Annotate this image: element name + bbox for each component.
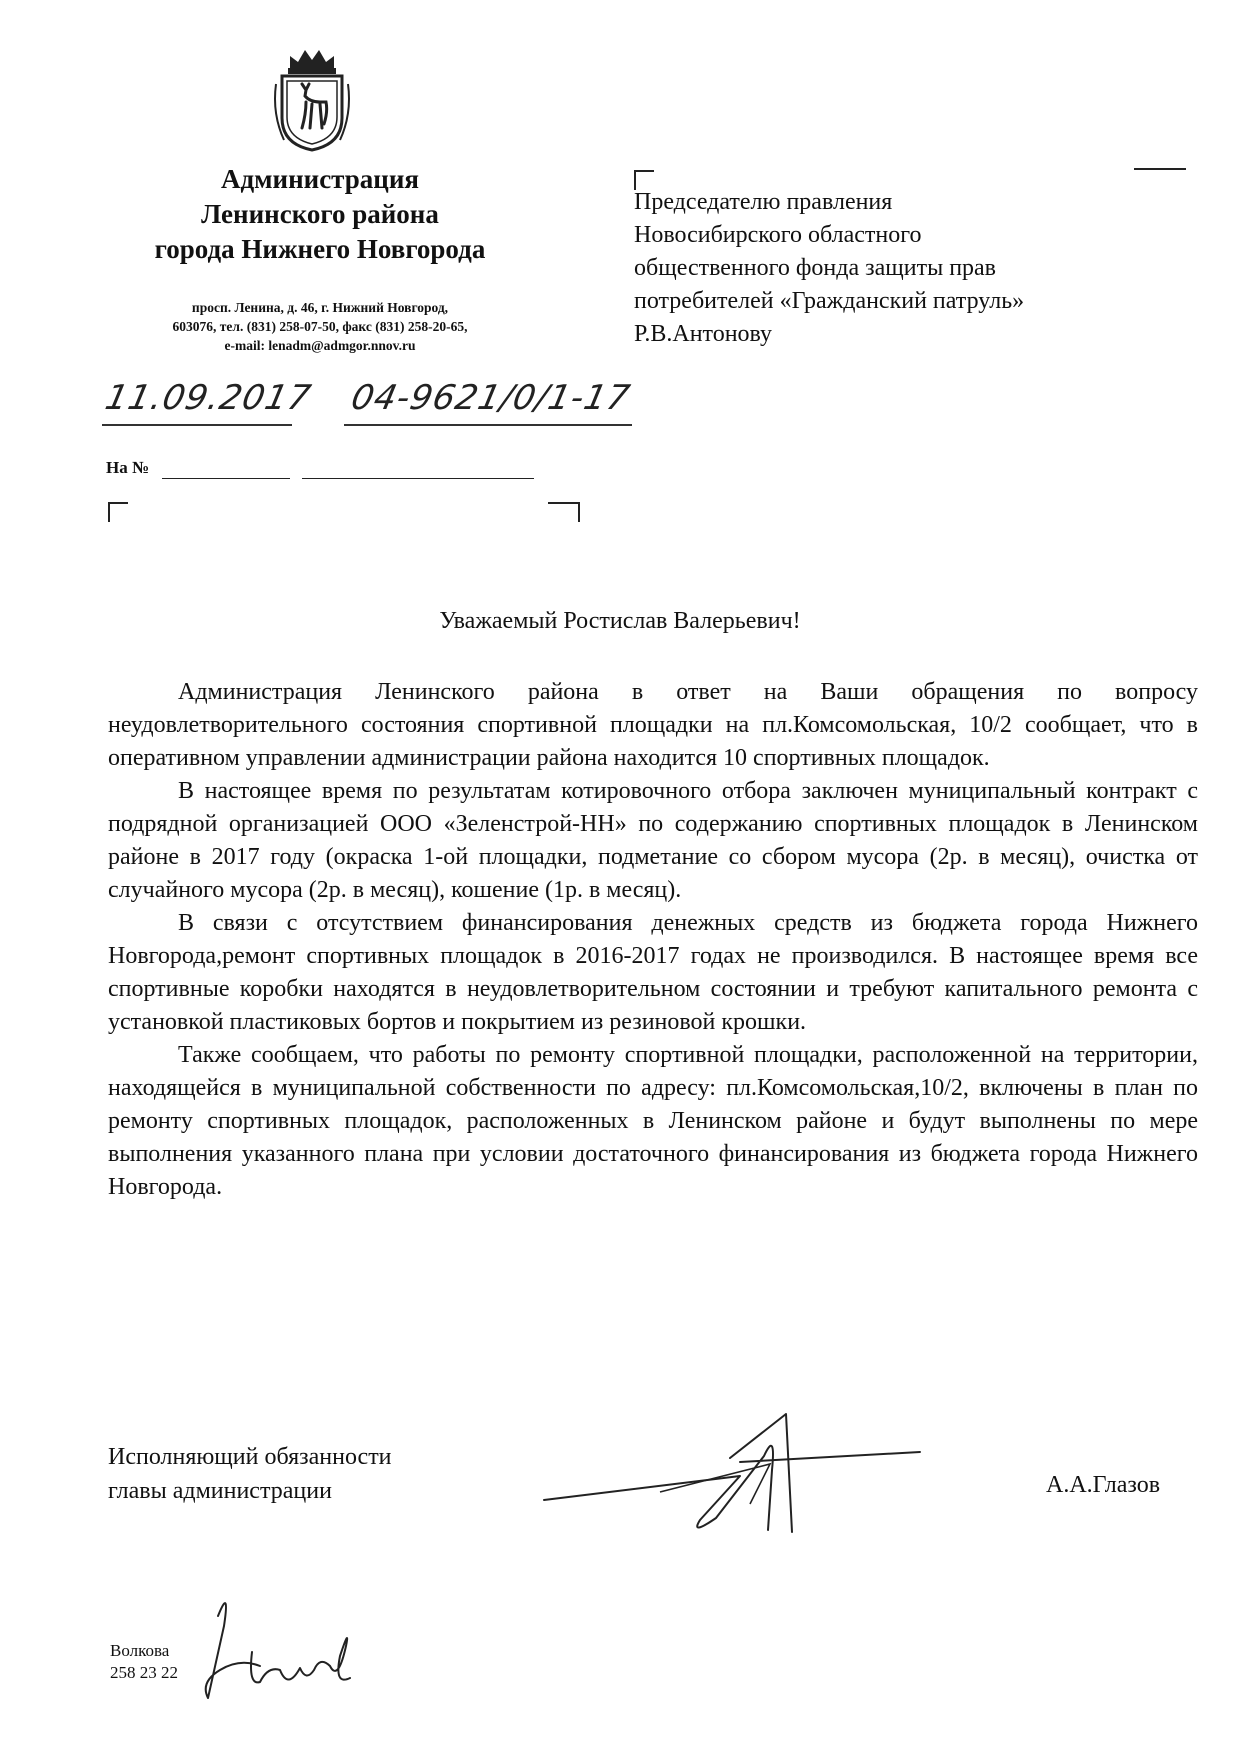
executor-initials-signature xyxy=(190,1586,390,1706)
signatory-position xyxy=(108,1440,392,1508)
org-line: Ленинского района xyxy=(201,199,439,229)
registration-number-line xyxy=(344,424,632,426)
executor-info xyxy=(110,1640,178,1684)
addressee-line: Новосибирского областного xyxy=(634,222,922,248)
addressee-line: Председателю правления xyxy=(634,189,893,215)
body-paragraph: Также сообщаем, что работы по ремонту спортивной площадки, расположенной на территории, находящейся в муниципальной собственности по адресу: пл.Комсомольская,10/2, включены в план по ремонту спортивных площадок, расположенных в Ленинском районе и будут выполнены по мере выполнения указанного плана при условии достаточного финансирования из бюджета города Нижнего Новгорода. xyxy=(108,1042,1198,1200)
position-line: главы администрации xyxy=(108,1478,332,1504)
executor-phone: 258 23 22 xyxy=(110,1663,178,1682)
addressee-line: потребителей «Гражданский патруль» xyxy=(634,288,1025,314)
organization-name xyxy=(90,162,550,267)
reference-date-line xyxy=(302,478,534,479)
coat-of-arms-icon xyxy=(272,44,352,154)
addressee-block xyxy=(634,186,1194,351)
corner-bracket-left xyxy=(108,502,128,522)
addressee-line: общественного фонда защиты прав xyxy=(634,255,997,281)
salutation: Уважаемый Ростислав Валерьевич! xyxy=(439,608,801,634)
executor-name: Волкова xyxy=(110,1641,170,1660)
reference-label: На № xyxy=(106,458,150,477)
signatory-name: А.А.Глазов xyxy=(1046,1472,1161,1498)
body-paragraph: Администрация Ленинского района в ответ на Ваши обращения по вопросу неудовлетворительного состояния спортивной площадки на пл.Комсомольская, 10/2 сообщает, что в оперативном управлении администрации района находится 10 спортивных площадок. xyxy=(108,679,1198,771)
handwritten-signature xyxy=(540,1400,930,1540)
body-paragraph: В связи с отсутствием финансирования денежных средств из бюджета города Нижнего Новгорода,ремонт спортивных площадок в 2016-2017 годах не производился. В настоящее время все спортивные коробки находятся в неудовлетворительном состоянии и требуют капитального ремонта с установкой пластиковых бортов и покрытием из резиновой крошки. xyxy=(108,910,1198,1035)
registration-date-line xyxy=(102,424,292,426)
letter-body xyxy=(108,676,1198,1204)
org-line: города Нижнего Новгорода xyxy=(154,234,486,264)
reference-number-line xyxy=(162,478,290,479)
addressee-corner-line xyxy=(1134,168,1186,170)
registration-date: 11.09.2017 xyxy=(101,378,315,418)
contact-line: просп. Ленина, д. 46, г. Нижний Новгород, xyxy=(191,300,449,315)
organization-contacts xyxy=(90,298,550,355)
registration-number: 04-9621/0/1-17 xyxy=(347,378,635,418)
contact-line: e-mail: lenadm@admgor.nnov.ru xyxy=(224,338,416,353)
corner-bracket-right xyxy=(548,502,580,522)
body-paragraph: В настоящее время по результатам котировочного отбора заключен муниципальный контракт с подрядной организацией ООО «Зеленстрой-НН» по содержанию спортивных площадок в Ленинском районе в 2017 году (окраска 1-ой площадки, подметание со сбором мусора (2р. в месяц), очистка от случайного мусора (2р. в месяц), кошение (1р. в месяц). xyxy=(108,778,1198,903)
contact-line: 603076, тел. (831) 258-07-50, факс (831) 258-20-65, xyxy=(172,319,468,334)
org-line: Администрация xyxy=(220,164,420,194)
addressee-line: Р.В.Антонову xyxy=(634,321,773,347)
position-line: Исполняющий обязанности xyxy=(108,1444,392,1470)
